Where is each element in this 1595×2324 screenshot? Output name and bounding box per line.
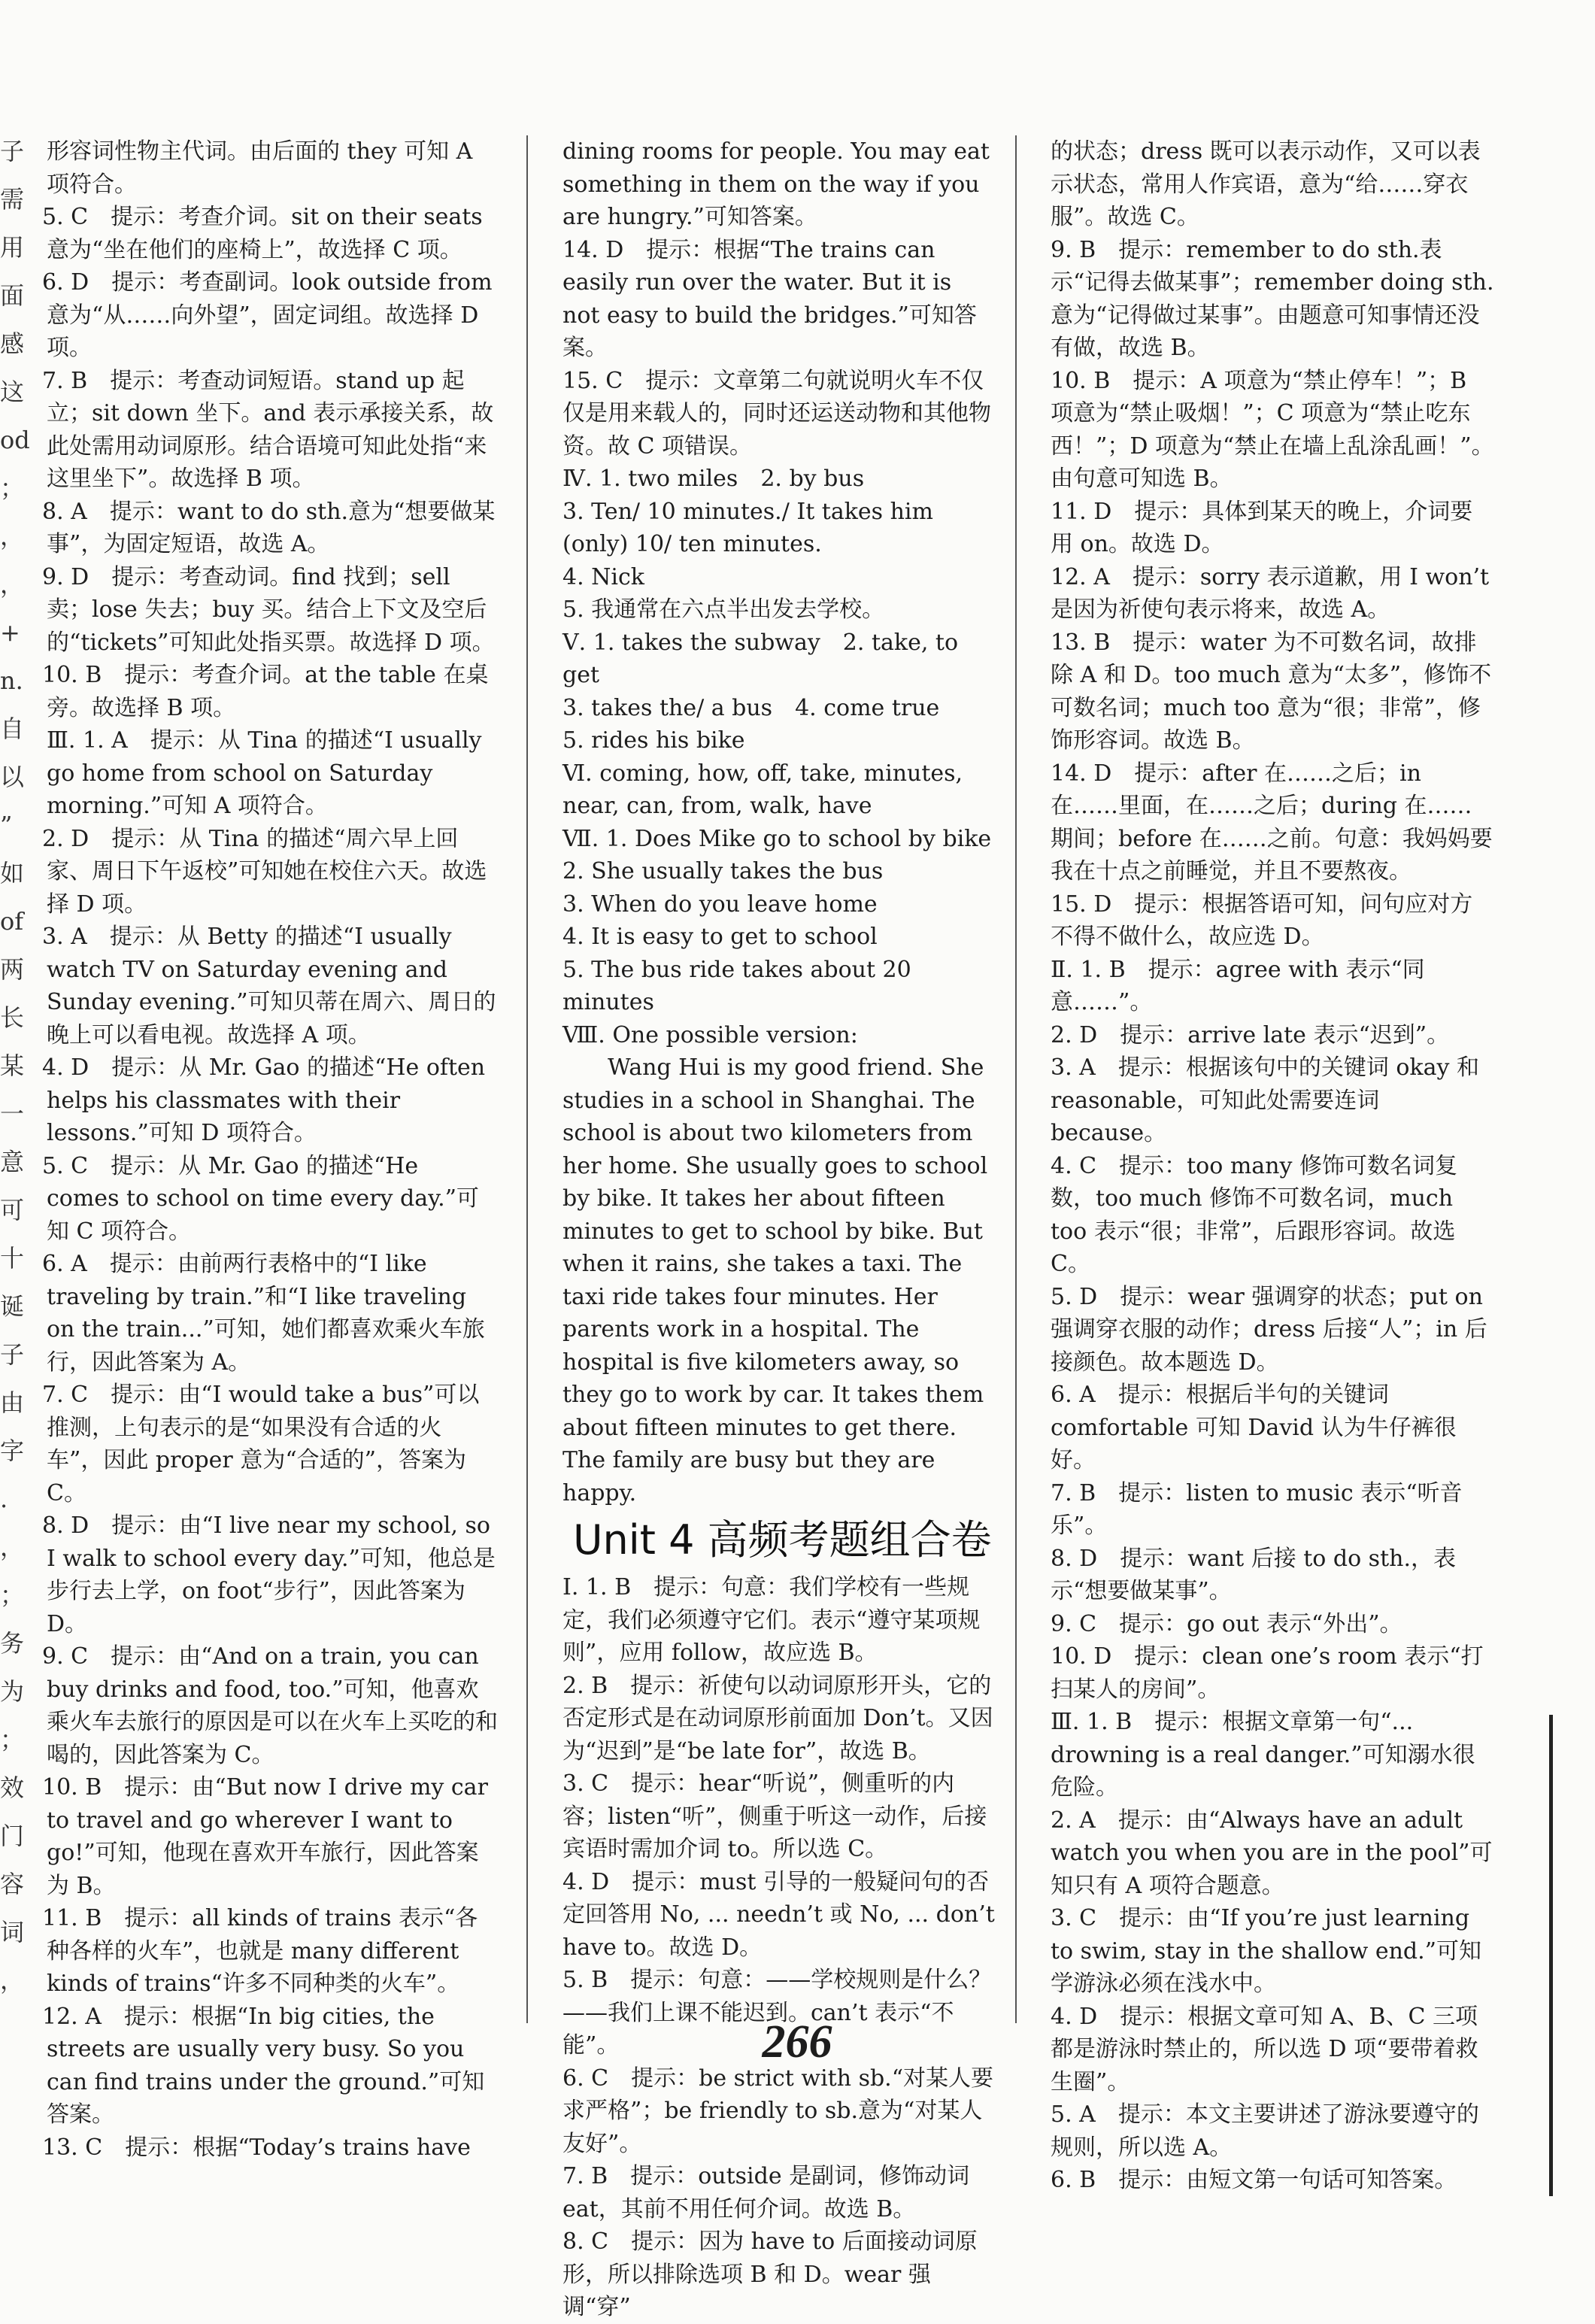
edge-fragment: 效 [0,1773,25,1802]
answer-item: 4. It is easy to get to school [562,924,878,950]
answer-item: 2. D 提示：从 Tina 的描述“周六早上回家、周日下午返校”可知她在校住六天。故选择 D 项。 [42,825,487,918]
edge-fragment: 以 [0,763,25,791]
edge-fragment: 子 [0,1340,25,1369]
answer-item: 8. D 提示：由“I live near my school, so I walk to school every day.”可知，他总是步行去上学，on foot“步行”，因此答案为 D。 [42,1512,496,1637]
left-edge-fragments [0,135,30,2046]
column-divider-left [526,135,528,2023]
edge-fragment: 务 [0,1629,25,1658]
edge-fragment: 由 [0,1388,25,1417]
binding-stripe [1549,1715,1553,2196]
answer-item: 2. B 提示：祈使句以动词原形开头，它的否定形式是在动词原形前面加 Don’t。又因为“迟到”是“be late for”，故选 B。 [562,1672,993,1764]
answer-item: 5. D 提示：wear 强调穿的状态；put on 强调穿衣服的动作；dress 后接“人”；in 后接颜色。故本题选 D。 [1051,1283,1487,1376]
edge-fragment: of [0,907,24,936]
answer-item: Ⅳ. 1. two miles 2. by bus [562,466,865,492]
answer-item: Ⅱ. 1. B 提示：agree with 表示“同意……”。 [1051,956,1425,1015]
edge-fragment: 可 [0,1196,25,1224]
answer-item: 3. A 提示：从 Betty 的描述“I usually watch TV on Saturday evening and Sunday evening.”可知贝蒂在周六、周日的晚上可以看电视。故选择 A 项。 [42,924,496,1048]
answer-item: 2. She usually takes the bus [562,858,884,884]
answer-item: 14. D 提示：根据“The trains can easily run over the water. But it is not easy to build the bridges.”可知答案。 [562,236,977,361]
answer-item: 6. D 提示：考查副词。look outside from 意为“从……向外望”，固定词组。故选择 D 项。 [42,269,493,361]
answer-item: 3. takes the/ a bus 4. come true [562,694,940,721]
answer-item: 形容词性物主代词。由后面的 they 可知 A 项符合。 [47,138,473,198]
edge-fragment: 诞 [0,1292,25,1321]
answer-item: 3. C 提示：hear“听说”，侧重听的内容；listen“听”，侧重于听这一动作，后接宾语时需加介词 to。所以选 C。 [562,1770,987,1862]
answer-item: 3. Ten/ 10 minutes./ It takes him (only) 10/ ten minutes. [562,498,933,557]
answer-item: 8. D 提示：want 后接 to do sth.，表示“想要做某事”。 [1051,1545,1456,1604]
answer-item: Ⅶ. 1. Does Mike go to school by bike [562,825,992,852]
answer-item: 9. B 提示：remember to do sth.表示“记得去做某事”；remember doing sth.意为“记得做过某事”。由题意可知事情还没有做，故选 B。 [1051,236,1494,361]
column-3 [1051,135,1494,2197]
answer-item: 6. A 提示：由前两行表格中的“I like traveling by train.”和“I like traveling on the train...”可知，她们都喜欢乘火车旅行，因此答案为 A。 [42,1251,485,1376]
edge-fragment: . [0,1485,8,1513]
answer-item: 5. C 提示：从 Mr. Gao 的描述“He comes to school on time every day.”可知 C 项符合。 [42,1152,479,1245]
answer-item: 的状态；dress 既可以表示动作，又可以表示状态，常用人作宾语，意为“给……穿衣服”。故选 C。 [1051,138,1481,230]
answer-item: 11. D 提示：具体到某天的晚上，介词要用 on。故选 D。 [1051,498,1473,557]
edge-fragment: ， [0,522,25,551]
answer-item: 4. Nick [562,563,644,590]
answer-item: Ⅵ. coming, how, off, take, minutes, near, can, from, walk, have [562,760,963,819]
page-number: 266 [762,2016,832,2068]
edge-fragment: ； [0,474,25,502]
answer-item: 9. C 提示：go out 表示“外出”。 [1051,1610,1402,1637]
answer-item: Ⅷ. One possible version: [562,1021,858,1048]
edge-fragment: + [0,618,20,647]
answer-item: 4. D 提示：根据文章可知 A、B、C 三项都是游泳时禁止的，所以选 D 项“要带着救生圈”。 [1051,2003,1478,2095]
answer-item: 9. C 提示：由“And on a train, you can buy drinks and food, too.”可知，他喜欢乘火车去旅行的原因是可以在火车上买吃的和喝的，因此答案为 C。 [42,1643,498,1768]
answer-item: 4. D 提示：从 Mr. Gao 的描述“He often helps his classmates with their lessons.”可知 D 项符合。 [42,1054,486,1146]
answer-item: 5. B 提示：句意：——学校规则是什么？——我们上课不能迟到。can’t 表示“不能”。 [562,1967,992,2059]
answer-item: Ⅰ. 1. B 提示：句意：我们学校有一些规定，我们必须遵守它们。表示“遵守某项规则”，应用 follow，故应选 B。 [562,1574,981,1666]
answer-item: 4. C 提示：too many 修饰可数名词复数，too much 修饰不可数名词，much too 表示“很；非常”，后跟形容词。故选 C。 [1051,1152,1457,1277]
answer-item: 3. A 提示：根据该句中的关键词 okay 和 reasonable，可知此处需要连词 because。 [1051,1054,1479,1146]
edge-fragment: 感 [0,329,25,358]
answer-item: Ⅲ. 1. A 提示：从 Tina 的描述“I usually go home from school on Saturday morning.”可知 A 项符合。 [47,727,482,819]
unit-title: Unit 4 高频考题组合卷 [573,1516,992,1564]
edge-fragment: 十 [0,1244,25,1273]
edge-fragment: ； [0,1581,25,1610]
edge-fragment: 门 [0,1822,25,1850]
edge-fragment: 用 [0,233,25,262]
edge-fragment: 词 [0,1918,25,1946]
answer-item: 10. D 提示：clean one’s room 表示“打扫某人的房间”。 [1051,1643,1484,1703]
edge-fragment: 为 [0,1677,25,1706]
answer-item: 10. B 提示：A 项意为“禁止停车！”；B 项意为“禁止吸烟！”；C 项意为“禁止吃东西！”；D 项意为“禁止在墙上乱涂乱画！”。由句意可知选 B。 [1051,367,1494,492]
column-divider-right [1015,135,1017,2023]
answer-item: 7. B 提示：outside 是副词，修饰动词 eat，其前不用任何介词。故选 B。 [562,2163,970,2222]
answer-item: 5. 我通常在六点半出发去学校。 [562,596,885,623]
edge-fragment: ， [0,1533,25,1561]
answer-item: 15. D 提示：根据答语可知，问句应对方不得不做什么，故应选 D。 [1051,890,1473,950]
answer-item: 2. A 提示：由“Always have an adult watch you when you are in the pool”可知只有 A 项符合题意。 [1051,1807,1493,1899]
edge-fragment: 面 [0,281,25,310]
answer-item: 13. B 提示：water 为不可数名词，故排除 A 和 D。too much 意为“太多”，修饰不可数名词；much too 意为“很；非常”，修饰形容词。故选 B。 [1051,629,1492,754]
edge-fragment: 两 [0,955,25,984]
edge-fragment: 字 [0,1437,25,1465]
answer-item: 14. D 提示：after 在……之后；in 在……里面，在……之后；during 在……期间；before 在……之前。句意：我妈妈要我在十点之前睡觉，并且不要熬夜。 [1051,760,1493,884]
answer-item: 2. D 提示：arrive late 表示“迟到”。 [1051,1021,1450,1048]
column-2 [562,135,996,2324]
answer-item: 5. A 提示：本文主要讲述了游泳要遵守的规则，所以选 A。 [1051,2101,1479,2161]
answer-item: 9. D 提示：考查动词。find 找到；sell 卖；lose 失去；buy 买。结合上下文及空后的“tickets”可知此处指买票。故选择 D 项。 [42,563,495,656]
answer-item: 5. The bus ride takes about 20 minutes [562,956,911,1015]
edge-fragment: n. [0,666,23,695]
answer-item: 15. C 提示：文章第二句就说明火车不仅仅是用来载人的，同时还运送动物和其他物资。故 C 项错误。 [562,367,991,460]
answer-item: 7. B 提示：listen to music 表示“听音乐”。 [1051,1479,1463,1539]
answer-item: Wang Hui is my good friend. She studies in a school in Shanghai. The school is about two kilometers from her home. She usually goes to school by bike. It takes her about fifteen minutes to get to school by bike. But when it rains, she takes a taxi. The taxi ride takes four minutes. Her parents work in a hospital. The hospital is five kilometers away, so they go to work by car. It takes them about fifteen minutes to get there. The family are busy but they are happy. [562,1054,988,1506]
answer-item: 8. A 提示：want to do sth.意为“想要做某事”，为固定短语，故选 A。 [42,498,496,557]
edge-fragment: 子 [0,137,25,165]
edge-fragment: ” [0,811,13,839]
answer-item: 6. A 提示：根据后半句的关键词 comfortable 可知 David 认为牛仔裤很好。 [1051,1382,1457,1473]
edge-fragment: ， [0,1966,25,1995]
answer-item: 4. D 提示：must 引导的一般疑问句的否定回答用 No, ... needn’t 或 No, ... don’t have to。故选 D。 [562,1868,995,1961]
answer-item: 3. C 提示：由“If you’re just learning to swim, stay in the shallow end.”可知学游泳必须在浅水中。 [1051,1905,1482,1997]
answer-item: 8. C 提示：因为 have to 后面接动词原形，所以排除选项 B 和 D。wear 强调“穿” [562,2228,978,2320]
answer-item: Ⅴ. 1. takes the subway 2. take, to get [562,629,959,688]
answer-item: 10. B 提示：由“But now I drive my car to travel and go wherever I want to go!”可知，他现在喜欢开车旅行，因此答案为 B。 [42,1774,488,1899]
answer-item: 5. rides his bike [562,727,745,754]
edge-fragment: 如 [0,859,25,887]
answer-item: 7. B 提示：考查动词短语。stand up 起立；sit down 坐下。and 表示承接关系，故此处需用动词原形。结合语境可知此处指“来这里坐下”。故选择 B 项。 [42,367,494,492]
answer-item: 7. C 提示：由“I would take a bus”可以推测，上句表示的是“如果没有合适的火车”，因此 proper 意为“合适的”，答案为 C。 [42,1382,480,1506]
column-2-bottom [562,1571,996,2324]
edge-fragment: 这 [0,378,25,406]
answer-item: 6. B 提示：由短文第一句话可知答案。 [1051,2167,1457,2193]
edge-fragment: 容 [0,1870,25,1898]
column-1 [42,135,498,2164]
answer-item: 10. B 提示：考查介词。at the table 在桌旁。故选择 B 项。 [42,662,489,721]
answer-item: 12. A 提示：sorry 表示道歉，用 I won’t 是因为祈使句表示将来，故选 A。 [1051,563,1490,623]
answer-item: 11. B 提示：all kinds of trains 表示“各种各样的火车”，也就是 many different kinds of trains“许多不同种类的火车”。 [42,1905,478,1997]
answer-item: 6. C 提示：be strict with sb.“对某人要求严格”；be friendly to sb.意为“对某人友好”。 [562,2065,994,2157]
answer-item: Ⅲ. 1. B 提示：根据文章第一句“... drowning is a real danger.”可知溺水很危险。 [1051,1709,1475,1801]
edge-fragment: 需 [0,185,25,214]
edge-fragment: 长 [0,1003,25,1032]
answer-item: dining rooms for people. You may eat something in them on the way if you are hungry.”可知答案。 [562,138,990,230]
edge-fragment: ； [0,1725,25,1754]
edge-fragment: od [0,426,30,454]
edge-fragment: 某 [0,1051,25,1080]
answer-item: 3. When do you leave home [562,890,878,918]
answer-item: 12. A 提示：根据“In big cities, the streets are usually very busy. So you can find trains under the ground.”可知答案。 [42,2003,485,2128]
column-2-top [562,135,996,1509]
edge-fragment: ， [0,570,25,599]
edge-fragment: 自 [0,714,25,743]
answer-item: 5. C 提示：考查介词。sit on their seats 意为“坐在他们的座椅上”，故选择 C 项。 [42,204,483,263]
edge-fragment: 一 [0,1100,25,1128]
edge-fragment: 意 [0,1148,25,1176]
answer-item: 13. C 提示：根据“Today’s trains have [42,2134,471,2161]
